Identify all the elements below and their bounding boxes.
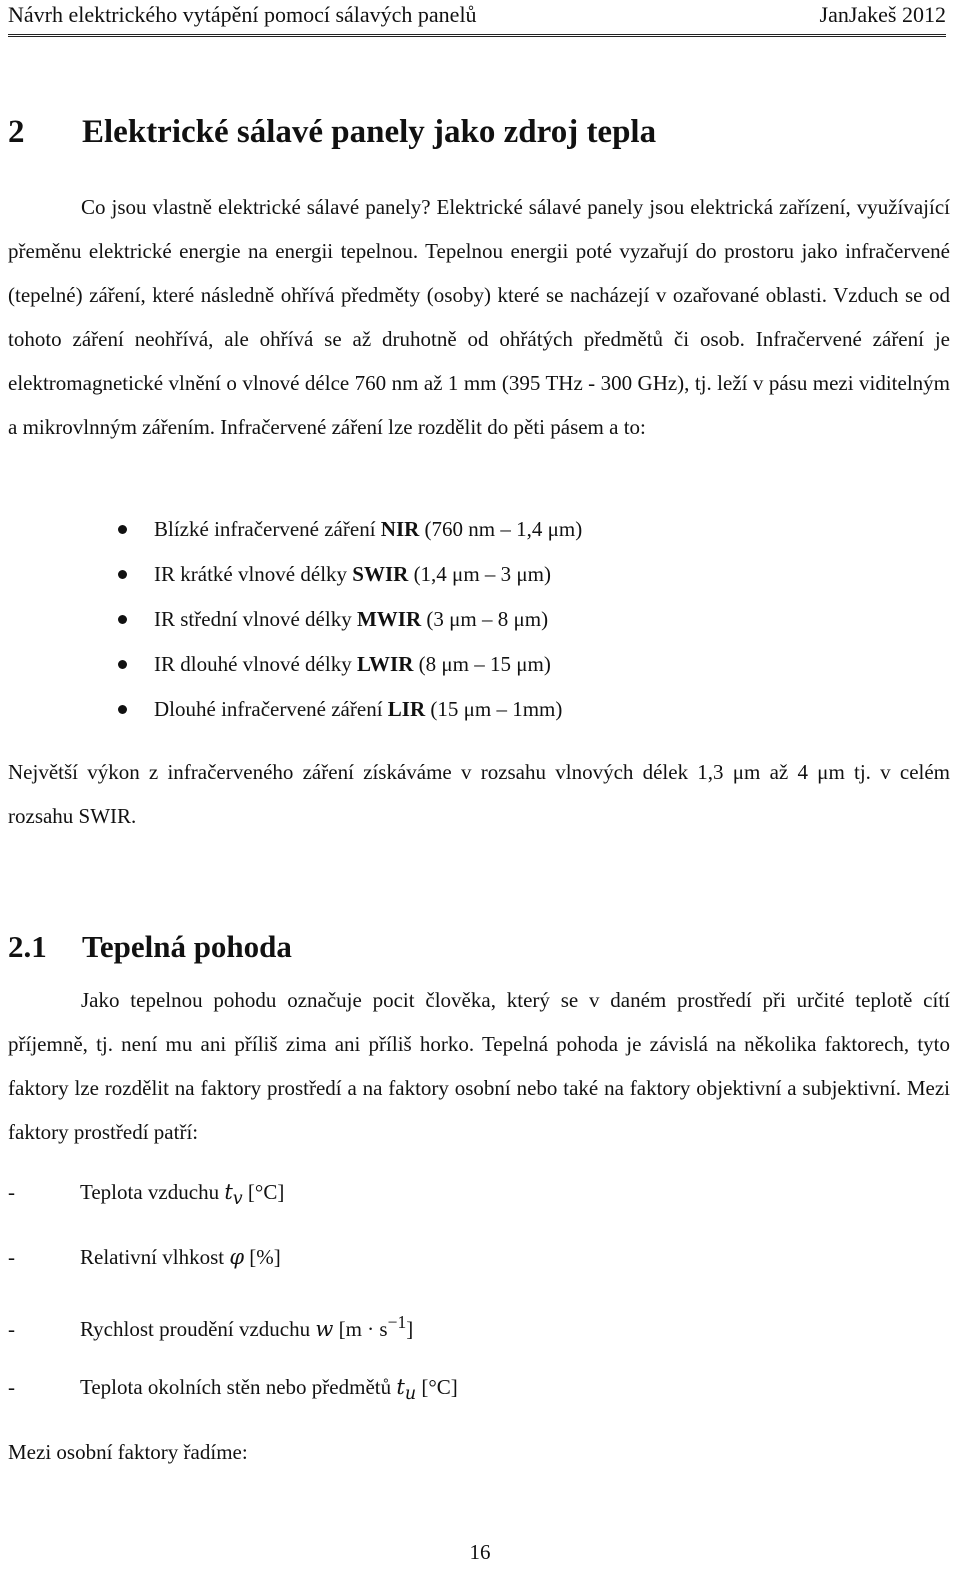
band-code: LWIR [356,652,414,676]
factor-item [8,1237,281,1277]
swir-paragraph-text: Největší výkon z infračerveného záření získáváme v rozsahu vlnových délek 1,3 μm až 4 μm tj. v celém rozsahu SWIR. [8,760,950,828]
factor-symbol: t [224,1180,233,1204]
band-description: IR střední vlnové délky [154,607,357,631]
bullet-icon [118,615,127,624]
factor-unit: [°C] [242,1180,285,1204]
header-author-year: JanJakeš 2012 [819,2,946,27]
factor-text: Teplota okolních stěn nebo předmětů [80,1375,397,1399]
band-code: LIR [387,697,426,721]
factor-unit: [m · s [333,1317,388,1341]
factor-dash: - [8,1375,15,1399]
factor-symbol: w [315,1317,334,1341]
factor-unit-close: ] [406,1317,414,1341]
band-code: MWIR [356,607,422,631]
intro-paragraph-text: Co jsou vlastně elektrické sálavé panely? Elektrické sálavé panely jsou elektrická zařízení, využívající přeměnu elektrické energie na energii tepelnou. Tepelnou energii poté vyzařují do prostoru jako infračervené (tepelné) záření, které následně ohřívá předměty (osoby) které se nacházejí v ozařované oblasti. Vzduch se od tohoto záření neohřívá, ale ohřívá se až druhotně od ohřátých předmětů či osob. Infračervené záření je elektromagnetické vlnění o vlnové délce 760 nm až 1 mm (395 THz - 300 GHz), tj. leží v pásu mezi viditelným a mikrovlnným zářením. Infračervené záření lze rozdělit do pěti pásem a to: [8,195,950,439]
band-description: Blízké infračervené záření [154,517,381,541]
band-description: Dlouhé infračervené záření [154,697,388,721]
section-number: 2 [8,114,25,150]
factor-unit-exponent: −1 [387,1312,407,1332]
factor-subscript: u [404,1384,417,1405]
section-title: Elektrické sálavé panely jako zdroj tepla [82,114,657,150]
swir-paragraph [8,750,950,838]
factor-unit: [°C] [416,1375,458,1399]
page-number: 16 [469,1540,491,1564]
factor-symbol: φ [229,1245,245,1269]
running-header [8,0,946,37]
factor-item [8,1367,458,1414]
factor-unit: [%] [244,1245,281,1269]
factor-dash: - [8,1245,15,1269]
band-description: IR krátké vlnové délky [154,562,353,586]
factor-subscript: v [232,1189,243,1210]
intro-paragraph [8,185,950,449]
factor-symbol: t [396,1375,405,1399]
factor-item [8,1172,284,1219]
thermal-comfort-paragraph [8,978,950,1154]
band-range: (8 μm – 15 μm) [413,652,551,676]
factor-text: Relativní vlhkost [80,1245,230,1269]
band-range: (760 nm – 1,4 μm) [419,517,583,541]
band-code: NIR [380,517,420,541]
subsection-heading [8,925,292,969]
personal-factors-intro [8,1432,248,1472]
band-range: (15 μm – 1mm) [425,697,563,721]
personal-factors-text: Mezi osobní faktory řadíme: [8,1440,248,1464]
subsection-title: Tepelná pohoda [82,929,292,964]
factor-text: Rychlost proudění vzduchu [80,1317,316,1341]
factor-item [8,1302,413,1349]
factor-text: Teplota vzduchu [80,1180,225,1204]
header-title: Návrh elektrického vytápění pomocí sálavých panelů [8,2,477,27]
band-description: IR dlouhé vlnové délky [154,652,357,676]
bullet-icon [118,525,127,534]
bullet-icon [118,570,127,579]
band-range: (1,4 μm – 3 μm) [408,562,551,586]
thermal-comfort-text: Jako tepelnou pohodu označuje pocit člověka, který se v daném prostředí při určité teplotě cítí příjemně, tj. není mu ani příliš zima ani příliš horko. Tepelná pohoda je závislá na několika faktorech, tyto faktory lze rozdělit na faktory prostředí a na faktory osobní nebo také na faktory objektivní a subjektivní. Mezi faktory prostředí patří: [8,988,950,1144]
factor-dash: - [8,1180,15,1204]
band-code: SWIR [352,562,409,586]
section-heading [8,110,656,154]
factor-dash: - [8,1317,15,1341]
subsection-number: 2.1 [8,929,47,964]
band-range: (3 μm – 8 μm) [421,607,549,631]
bullet-icon [118,660,127,669]
bullet-icon [118,705,127,714]
